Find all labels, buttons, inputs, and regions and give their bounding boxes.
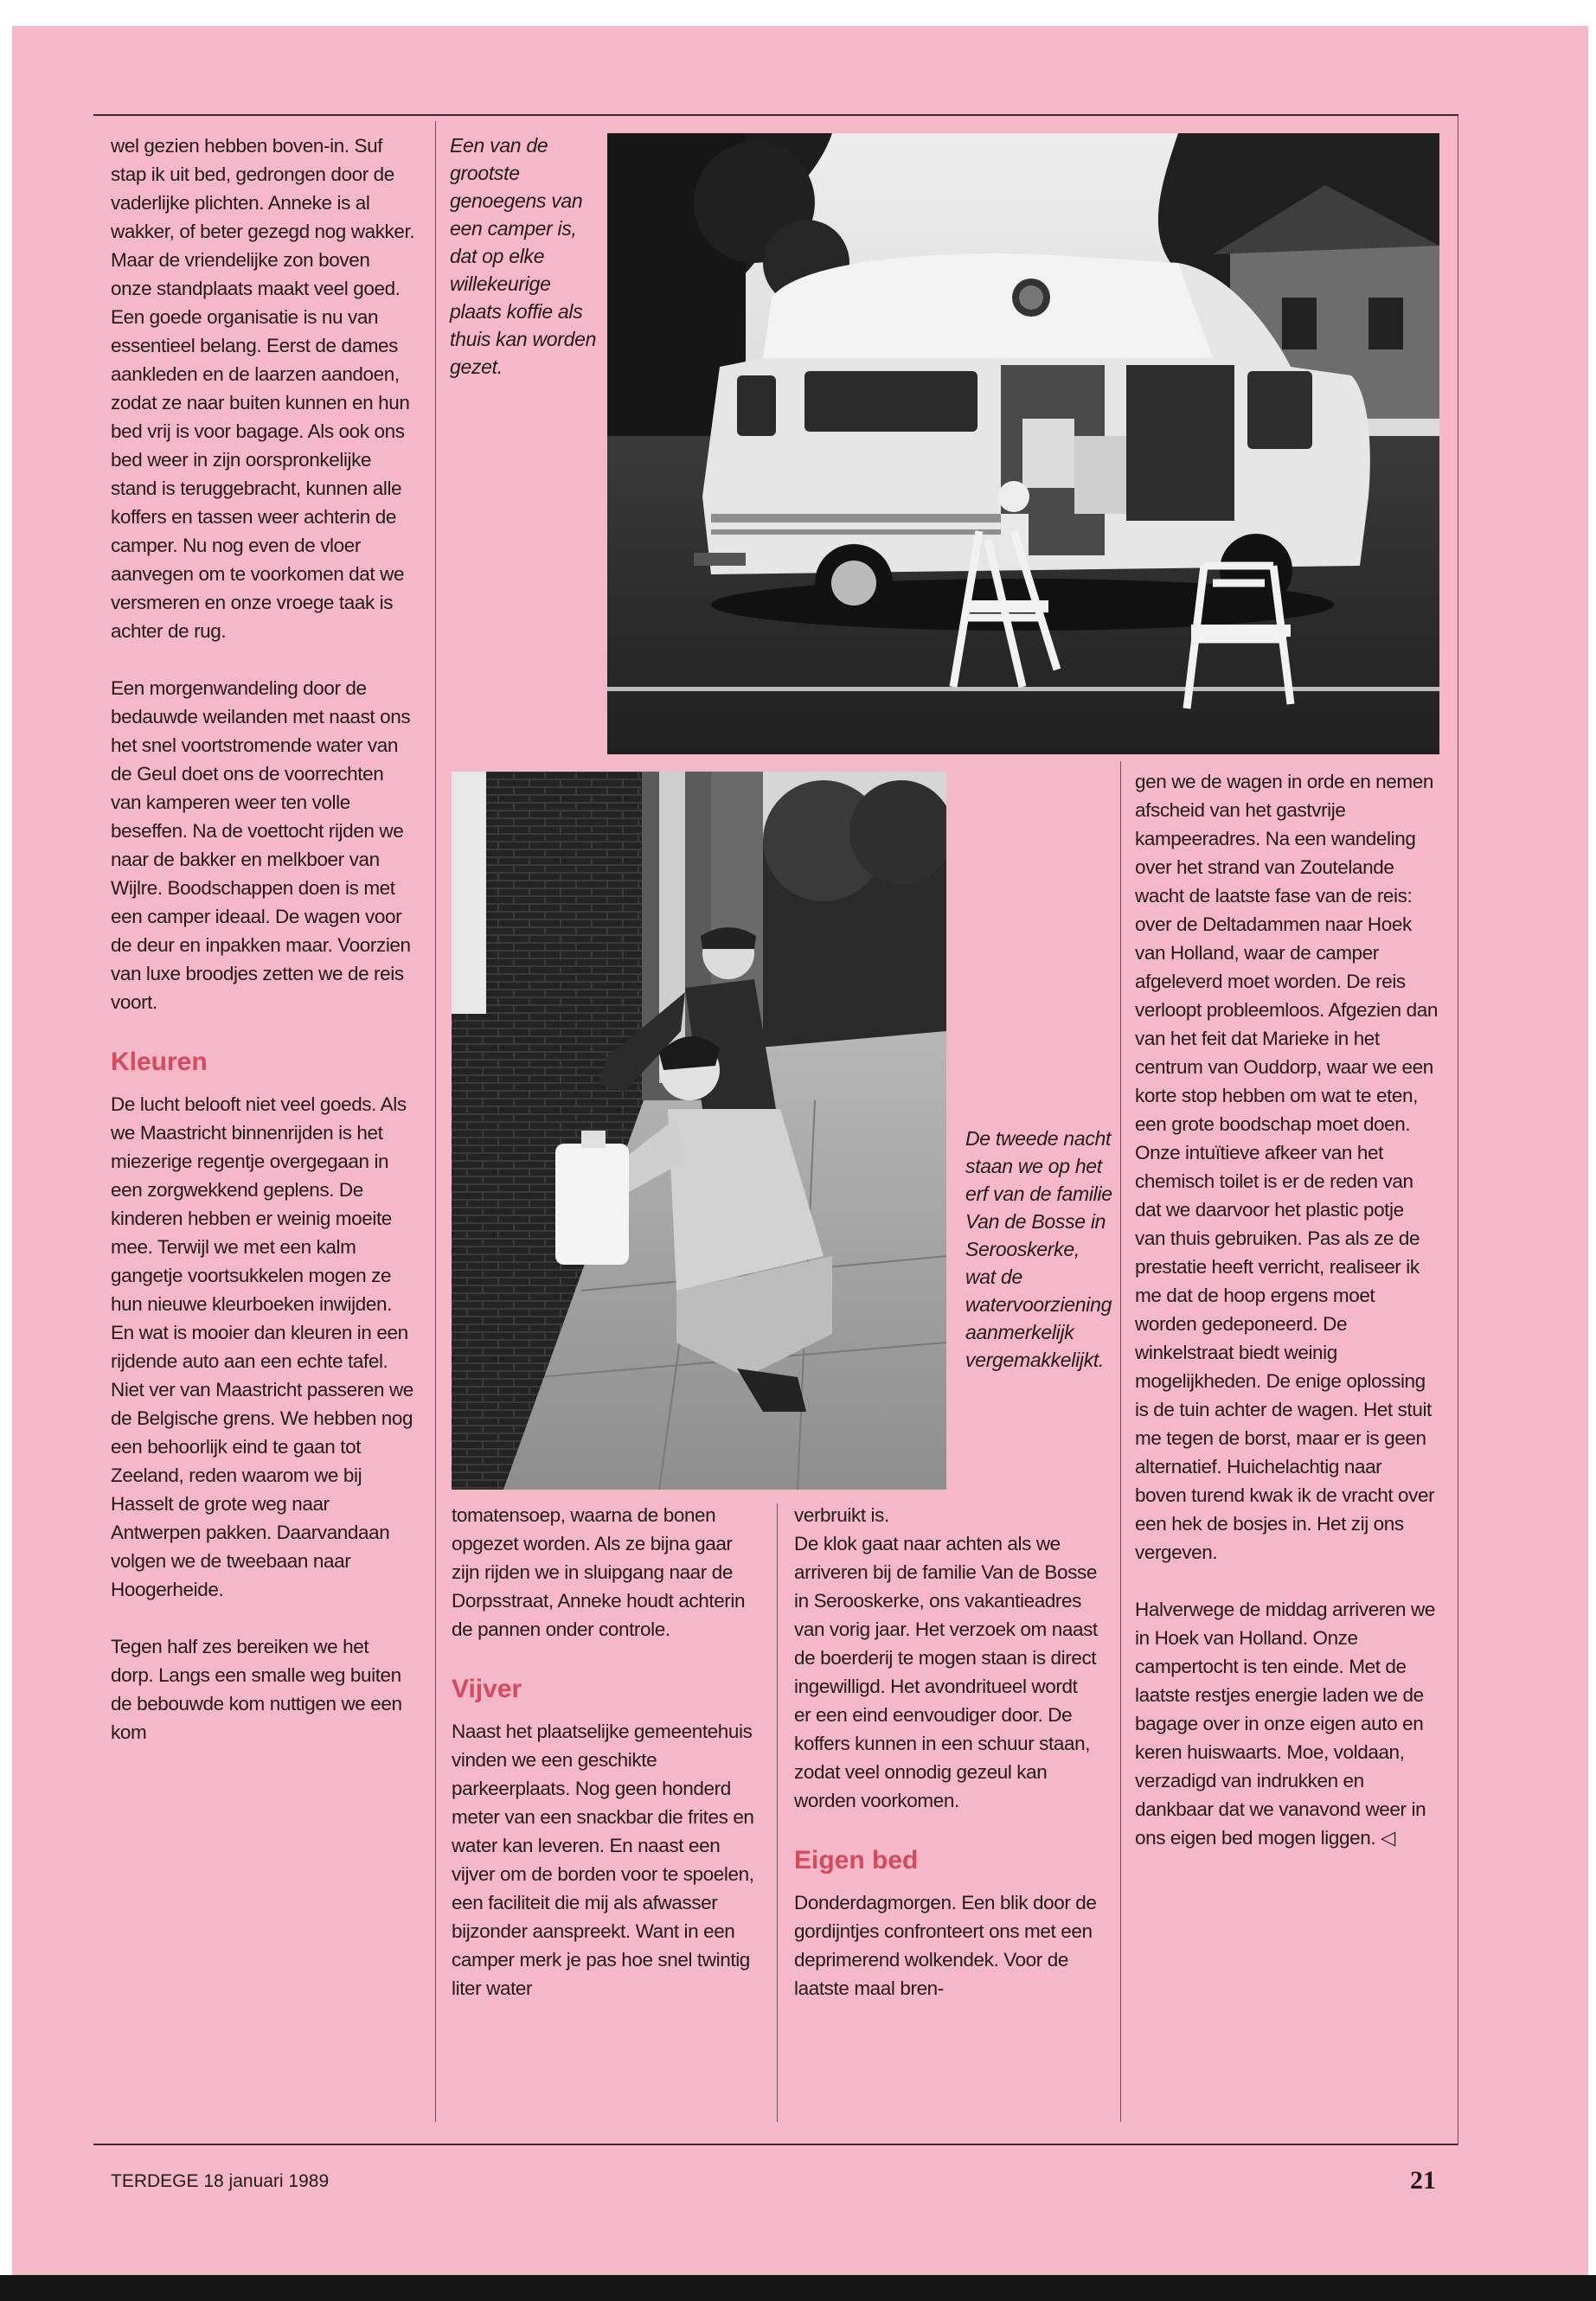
column-divider-1b	[435, 1503, 436, 2122]
article-column-4	[1135, 767, 1438, 1852]
paragraph: De lucht belooft niet veel goeds. Als we Maastricht binnenrijden is het miezerige regentje overgegaan in een zorgwekkend geplens. De kinderen hebben er weinig moeite mee. Terwijl we met een kalm gangetje voortsukkelen mogen ze hun nieuwe kleurboeken inwijden. En wat is mooier dan kleuren in een rijdende auto aan een echte tafel. Niet ver van Maastricht passeren we de Belgische grens. We hebben nog een behoorlijk eind te gaan tot Zeeland, reden waarom we bij Hasselt de grote weg naar Antwerpen pakken. Daarvandaan volgen we de tweebaan naar Hoogerheide.	[111, 1093, 413, 1600]
paragraph: verbruikt is.	[794, 1504, 889, 1526]
paragraph: tomatensoep, waarna de bonen opgezet worden. Als ze bijna gaar zijn rijden we in sluipgang naar de Dorpsstraat, Anneke houdt achterin de pannen onder controle.	[452, 1504, 746, 1640]
column-divider-3	[1120, 761, 1121, 2122]
column-divider-2	[777, 1503, 778, 2122]
photo-caption-water: De tweede nacht staan we op het erf van de familie Van de Bosse in Serooskerke, wat de watervoorziening aanmerkelijk vergemakkelijkt.	[965, 1127, 1112, 1371]
top-rule	[93, 114, 1458, 116]
section-heading-kleuren: Kleuren	[111, 1048, 208, 1076]
page-number: 21	[1410, 2166, 1436, 2195]
paragraph-text: Halverwege de middag arriveren we in Hoek van Holland. Onze campertocht is ten einde. Met de laatste restjes energie laden we de bagage over in onze eigen auto en keren huiswaarts. Moe, voldaan, verzadigd van indrukken en dankbaar dat we vanavond weer in ons eigen bed mogen liggen.	[1135, 1599, 1435, 1849]
paragraph	[1135, 1595, 1438, 1852]
issue-footer: TERDEGE 18 januari 1989	[111, 2171, 330, 2191]
section-heading-vijver: Vijver	[452, 1675, 522, 1703]
camper-photo	[607, 133, 1439, 754]
photo-caption-camper: Een van de grootste genoegens van een camper is, dat op elke willekeurige plaats koffie als thuis kan worden gezet.	[450, 134, 597, 378]
paragraph: De klok gaat naar achten als we arriveren bij de familie Van de Bosse in Serooskerke, ons vakantieadres van vorig jaar. Het verzoek om naast de boerderij te mogen staan is direct ingewilligd. Het avondritueel wordt er een eind eenvoudiger door. De koffers kunnen in een schuur staan, zodat veel onnodig gezeul kan worden voorkomen.	[794, 1533, 1098, 1811]
article-column-1	[111, 131, 415, 1747]
water-tap-photo	[452, 772, 946, 1490]
paragraph: Een morgenwandeling door de bedauwde weilanden met naast ons het snel voortstromende water van de Geul doet ons de voorrechten van kamperen weer ten volle beseffen. Na de voettocht rijden we naar de bakker en melkboer van Wijlre. Boodschappen doen is met een camper ideaal. De wagen voor de deur en inpakken maar. Voorzien van luxe broodjes zetten we de reis voort.	[111, 677, 411, 1013]
paragraph: wel gezien hebben boven-in. Suf stap ik uit bed, gedrongen door de vaderlijke plichten. Anneke is al wakker, of beter gezegd nog wakker. Maar de vriendelijke zon boven onze standplaats maakt veel goed. Een goede organisatie is nu van essentieel belang. Eerst de dames aankleden en de laarzen aandoen, zodat ze naar buiten kunnen en hun bed vrij is voor bagage. Als ook ons bed weer in zijn oorspronkelijke stand is teruggebracht, kunnen alle koffers en tassen weer achterin de camper. Nu nog even de vloer aanvegen om te voorkomen dat we versmeren en onze vroege taak is achter de rug.	[111, 135, 415, 642]
article-column-3	[794, 1501, 1099, 2003]
scan-edge-bottom	[0, 2275, 1596, 2301]
paragraph: Tegen half zes bereiken we het dorp. Langs een smalle weg buiten de bebouwde kom nuttigen we een kom	[111, 1636, 402, 1743]
end-mark-icon: ◁	[1381, 1827, 1395, 1849]
paragraph: Donderdagmorgen. Een blik door de gordijntjes confronteert ons met een deprimerend wolkendek. Voor de laatste maal bren-	[794, 1892, 1097, 1999]
scan-edge-top	[0, 0, 1596, 26]
section-heading-eigen-bed: Eigen bed	[794, 1846, 919, 1875]
article-column-2	[452, 1501, 756, 2003]
bottom-rule	[93, 2144, 1458, 2145]
column-divider-1	[435, 121, 436, 1635]
paragraph: Naast het plaatselijke gemeentehuis vinden we een geschikte parkeerplaats. Nog geen honderd meter van een snackbar die frites en water kan leveren. En naast een vijver om de borden voor te spoelen, een faciliteit die mij als afwasser bijzonder aanspreekt. Want in een camper merk je pas hoe snel twintig liter water	[452, 1721, 754, 1999]
paragraph: gen we de wagen in orde en nemen afscheid van het gastvrije kampeeradres. Na een wandeling over het strand van Zoutelande wacht de laatste fase van de reis: over de Deltadammen naar Hoek van Holland, waar de camper afgeleverd moet worden. De reis verloopt probleemloos. Afgezien dan van het feit dat Marieke in het centrum van Ouddorp, waar we een korte stop hebben om wat te eten, een grote boodschap moet doen. Onze intuïtieve afkeer van het chemisch toilet is er de reden van dat we daarvoor het plastic potje van thuis gebruiken. Pas als ze de prestatie heeft verricht, realiseer ik me dat de hoop ergens moet worden gedeponeerd. De winkelstraat biedt weinig mogelijkheden. De enige oplossing is de tuin achter de wagen. Het stuit me tegen de borst, maar er is geen alternatief. Huichelachtig naar boven turend kwak ik de vracht over een hek de bosjes in. Het zij ons vergeven.	[1135, 771, 1438, 1563]
